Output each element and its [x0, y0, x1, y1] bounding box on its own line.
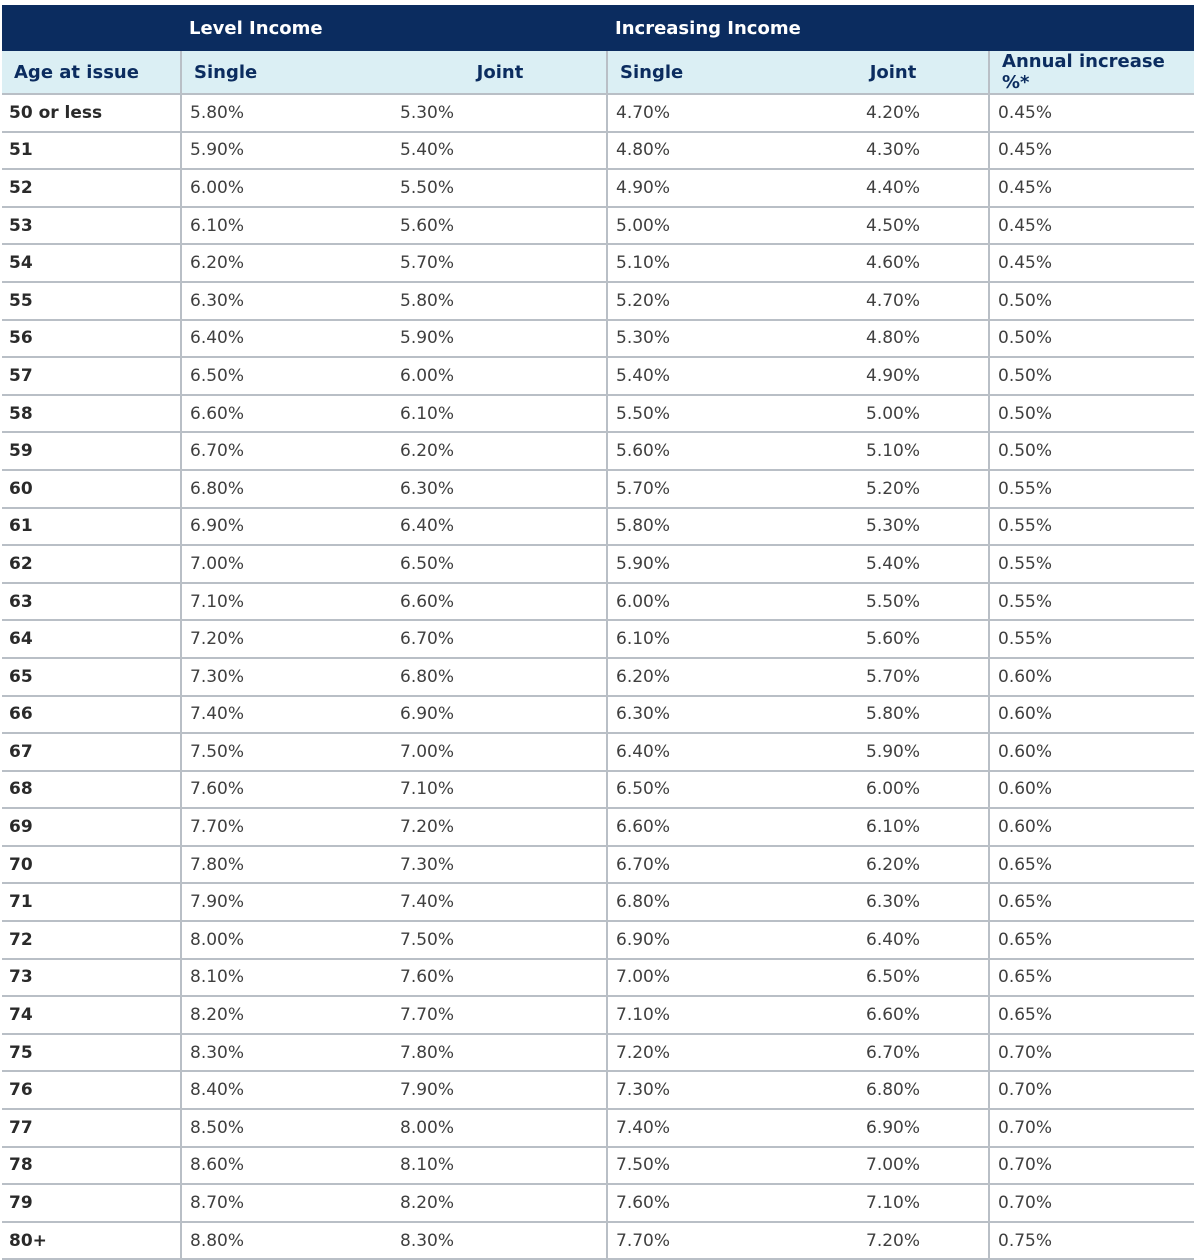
cell-level-joint: 7.20% [394, 808, 607, 846]
cell-level-single: 6.10% [181, 207, 394, 245]
table-row [2, 696, 1194, 734]
cell-level-joint: 6.20% [394, 432, 607, 470]
cell-age: 78 [2, 1147, 181, 1185]
table-row [2, 996, 1194, 1034]
cell-level-single: 8.20% [181, 996, 394, 1034]
cell-annual-increase: 0.50% [989, 357, 1194, 395]
column-header-increasing-joint: Joint [798, 51, 989, 94]
table-body [2, 94, 1194, 1259]
annuity-rates-table [2, 5, 1194, 1260]
cell-annual-increase: 0.60% [989, 658, 1194, 696]
cell-age: 71 [2, 883, 181, 921]
cell-increasing-joint: 5.60% [798, 620, 989, 658]
table-row [2, 658, 1194, 696]
cell-age: 53 [2, 207, 181, 245]
cell-age: 55 [2, 282, 181, 320]
cell-increasing-joint: 7.20% [798, 1222, 989, 1260]
cell-annual-increase: 0.55% [989, 583, 1194, 621]
cell-annual-increase: 0.50% [989, 395, 1194, 433]
cell-age: 76 [2, 1071, 181, 1109]
cell-age: 75 [2, 1034, 181, 1072]
cell-level-single: 7.80% [181, 846, 394, 884]
cell-level-single: 5.90% [181, 132, 394, 170]
cell-annual-increase: 0.65% [989, 996, 1194, 1034]
cell-increasing-joint: 4.70% [798, 282, 989, 320]
cell-level-joint: 5.70% [394, 244, 607, 282]
cell-increasing-joint: 4.30% [798, 132, 989, 170]
table-row [2, 282, 1194, 320]
cell-annual-increase: 0.50% [989, 320, 1194, 358]
cell-increasing-joint: 6.00% [798, 771, 989, 809]
cell-level-joint: 8.20% [394, 1184, 607, 1222]
cell-level-single: 8.30% [181, 1034, 394, 1072]
cell-increasing-single: 5.40% [607, 357, 798, 395]
cell-age: 69 [2, 808, 181, 846]
cell-increasing-joint: 7.10% [798, 1184, 989, 1222]
cell-increasing-joint: 7.00% [798, 1147, 989, 1185]
cell-level-single: 8.60% [181, 1147, 394, 1185]
table-row [2, 169, 1194, 207]
cell-increasing-single: 5.90% [607, 545, 798, 583]
cell-increasing-single: 5.00% [607, 207, 798, 245]
cell-increasing-joint: 6.20% [798, 846, 989, 884]
cell-annual-increase: 0.55% [989, 620, 1194, 658]
column-header-age: Age at issue [2, 51, 181, 94]
cell-level-single: 6.80% [181, 470, 394, 508]
cell-increasing-single: 6.80% [607, 883, 798, 921]
table-row [2, 207, 1194, 245]
table-row [2, 1071, 1194, 1109]
table-row [2, 545, 1194, 583]
group-header-empty-right [989, 5, 1194, 51]
cell-age: 80+ [2, 1222, 181, 1260]
cell-age: 51 [2, 132, 181, 170]
cell-level-joint: 5.30% [394, 94, 607, 132]
cell-increasing-joint: 5.80% [798, 696, 989, 734]
cell-level-joint: 8.30% [394, 1222, 607, 1260]
cell-level-joint: 6.40% [394, 508, 607, 546]
cell-level-joint: 5.40% [394, 132, 607, 170]
cell-age: 68 [2, 771, 181, 809]
cell-annual-increase: 0.50% [989, 282, 1194, 320]
cell-increasing-single: 7.70% [607, 1222, 798, 1260]
rates-table-container [2, 5, 1194, 1260]
cell-level-single: 6.30% [181, 282, 394, 320]
group-header-empty [2, 5, 181, 51]
cell-level-joint: 6.70% [394, 620, 607, 658]
cell-level-joint: 8.10% [394, 1147, 607, 1185]
cell-age: 73 [2, 959, 181, 997]
cell-level-joint: 7.80% [394, 1034, 607, 1072]
cell-level-joint: 7.10% [394, 771, 607, 809]
cell-level-joint: 7.40% [394, 883, 607, 921]
cell-annual-increase: 0.50% [989, 432, 1194, 470]
cell-increasing-single: 4.80% [607, 132, 798, 170]
cell-level-single: 7.50% [181, 733, 394, 771]
cell-annual-increase: 0.45% [989, 207, 1194, 245]
table-row [2, 846, 1194, 884]
cell-annual-increase: 0.60% [989, 771, 1194, 809]
cell-increasing-single: 5.10% [607, 244, 798, 282]
cell-level-single: 7.40% [181, 696, 394, 734]
cell-level-single: 8.50% [181, 1109, 394, 1147]
cell-age: 52 [2, 169, 181, 207]
cell-increasing-joint: 5.20% [798, 470, 989, 508]
cell-age: 65 [2, 658, 181, 696]
table-row [2, 1109, 1194, 1147]
cell-annual-increase: 0.65% [989, 921, 1194, 959]
cell-age: 54 [2, 244, 181, 282]
cell-increasing-joint: 5.30% [798, 508, 989, 546]
cell-annual-increase: 0.60% [989, 696, 1194, 734]
cell-increasing-joint: 6.40% [798, 921, 989, 959]
cell-increasing-joint: 4.20% [798, 94, 989, 132]
cell-level-joint: 6.90% [394, 696, 607, 734]
table-row [2, 620, 1194, 658]
cell-level-single: 8.40% [181, 1071, 394, 1109]
table-row [2, 470, 1194, 508]
table-row [2, 808, 1194, 846]
group-header-level-income: Level Income [181, 5, 607, 51]
cell-level-joint: 6.10% [394, 395, 607, 433]
cell-increasing-joint: 5.00% [798, 395, 989, 433]
cell-level-joint: 6.60% [394, 583, 607, 621]
cell-annual-increase: 0.70% [989, 1071, 1194, 1109]
table-row [2, 320, 1194, 358]
column-header-increasing-single: Single [607, 51, 798, 94]
table-header [2, 5, 1194, 94]
cell-increasing-single: 6.20% [607, 658, 798, 696]
cell-level-single: 7.60% [181, 771, 394, 809]
cell-level-joint: 6.80% [394, 658, 607, 696]
table-row [2, 883, 1194, 921]
cell-annual-increase: 0.65% [989, 883, 1194, 921]
cell-increasing-single: 7.40% [607, 1109, 798, 1147]
table-row [2, 432, 1194, 470]
cell-annual-increase: 0.75% [989, 1222, 1194, 1260]
cell-level-joint: 5.90% [394, 320, 607, 358]
cell-age: 74 [2, 996, 181, 1034]
cell-increasing-joint: 5.90% [798, 733, 989, 771]
table-row [2, 1034, 1194, 1072]
table-row [2, 508, 1194, 546]
cell-increasing-joint: 5.10% [798, 432, 989, 470]
cell-increasing-single: 5.70% [607, 470, 798, 508]
group-header-row [2, 5, 1194, 51]
cell-level-single: 5.80% [181, 94, 394, 132]
table-row [2, 959, 1194, 997]
cell-level-joint: 8.00% [394, 1109, 607, 1147]
cell-increasing-joint: 5.50% [798, 583, 989, 621]
cell-increasing-joint: 4.40% [798, 169, 989, 207]
cell-increasing-joint: 6.60% [798, 996, 989, 1034]
cell-increasing-single: 5.60% [607, 432, 798, 470]
cell-annual-increase: 0.45% [989, 169, 1194, 207]
cell-annual-increase: 0.55% [989, 508, 1194, 546]
cell-level-single: 7.10% [181, 583, 394, 621]
cell-age: 63 [2, 583, 181, 621]
cell-level-joint: 6.00% [394, 357, 607, 395]
cell-level-joint: 5.60% [394, 207, 607, 245]
cell-age: 59 [2, 432, 181, 470]
cell-level-single: 7.30% [181, 658, 394, 696]
column-header-level-single: Single [181, 51, 394, 94]
column-header-level-joint: Joint [394, 51, 607, 94]
cell-increasing-single: 4.70% [607, 94, 798, 132]
cell-increasing-single: 7.30% [607, 1071, 798, 1109]
cell-age: 50 or less [2, 94, 181, 132]
cell-increasing-joint: 4.50% [798, 207, 989, 245]
cell-increasing-joint: 6.80% [798, 1071, 989, 1109]
cell-level-single: 6.40% [181, 320, 394, 358]
cell-annual-increase: 0.70% [989, 1147, 1194, 1185]
cell-level-single: 6.70% [181, 432, 394, 470]
cell-level-single: 6.00% [181, 169, 394, 207]
cell-age: 56 [2, 320, 181, 358]
cell-level-single: 7.00% [181, 545, 394, 583]
table-row [2, 94, 1194, 132]
cell-level-single: 6.60% [181, 395, 394, 433]
cell-increasing-joint: 4.60% [798, 244, 989, 282]
cell-annual-increase: 0.60% [989, 733, 1194, 771]
table-row [2, 921, 1194, 959]
cell-age: 79 [2, 1184, 181, 1222]
cell-age: 70 [2, 846, 181, 884]
cell-increasing-joint: 6.70% [798, 1034, 989, 1072]
cell-increasing-single: 6.60% [607, 808, 798, 846]
table-row [2, 244, 1194, 282]
cell-age: 67 [2, 733, 181, 771]
cell-increasing-single: 7.50% [607, 1147, 798, 1185]
cell-increasing-single: 6.10% [607, 620, 798, 658]
cell-increasing-single: 6.90% [607, 921, 798, 959]
table-row [2, 357, 1194, 395]
cell-increasing-single: 5.20% [607, 282, 798, 320]
cell-increasing-single: 6.00% [607, 583, 798, 621]
cell-level-joint: 5.50% [394, 169, 607, 207]
column-header-annual-increase: Annual increase %* [989, 51, 1194, 94]
cell-level-single: 6.20% [181, 244, 394, 282]
cell-annual-increase: 0.65% [989, 846, 1194, 884]
table-row [2, 1222, 1194, 1260]
cell-level-single: 6.50% [181, 357, 394, 395]
cell-level-joint: 7.00% [394, 733, 607, 771]
cell-level-single: 7.70% [181, 808, 394, 846]
cell-age: 72 [2, 921, 181, 959]
column-header-row [2, 51, 1194, 94]
cell-age: 64 [2, 620, 181, 658]
cell-level-joint: 7.50% [394, 921, 607, 959]
cell-level-single: 8.10% [181, 959, 394, 997]
cell-increasing-joint: 6.90% [798, 1109, 989, 1147]
cell-annual-increase: 0.55% [989, 545, 1194, 583]
cell-annual-increase: 0.65% [989, 959, 1194, 997]
cell-increasing-single: 7.20% [607, 1034, 798, 1072]
cell-age: 57 [2, 357, 181, 395]
cell-level-joint: 6.50% [394, 545, 607, 583]
cell-increasing-joint: 6.10% [798, 808, 989, 846]
cell-increasing-single: 7.10% [607, 996, 798, 1034]
cell-annual-increase: 0.60% [989, 808, 1194, 846]
cell-level-single: 8.80% [181, 1222, 394, 1260]
cell-annual-increase: 0.45% [989, 94, 1194, 132]
cell-annual-increase: 0.70% [989, 1109, 1194, 1147]
table-row [2, 583, 1194, 621]
cell-increasing-single: 5.80% [607, 508, 798, 546]
cell-increasing-single: 4.90% [607, 169, 798, 207]
cell-increasing-single: 6.50% [607, 771, 798, 809]
cell-age: 66 [2, 696, 181, 734]
cell-increasing-joint: 5.70% [798, 658, 989, 696]
cell-level-joint: 7.30% [394, 846, 607, 884]
cell-increasing-single: 6.70% [607, 846, 798, 884]
cell-level-joint: 7.70% [394, 996, 607, 1034]
table-row [2, 1184, 1194, 1222]
cell-annual-increase: 0.55% [989, 470, 1194, 508]
cell-increasing-single: 5.30% [607, 320, 798, 358]
cell-annual-increase: 0.45% [989, 132, 1194, 170]
table-row [2, 771, 1194, 809]
cell-annual-increase: 0.70% [989, 1034, 1194, 1072]
cell-level-joint: 6.30% [394, 470, 607, 508]
group-header-increasing-income: Increasing Income [607, 5, 989, 51]
cell-level-single: 7.90% [181, 883, 394, 921]
cell-increasing-joint: 6.50% [798, 959, 989, 997]
cell-age: 58 [2, 395, 181, 433]
cell-increasing-single: 5.50% [607, 395, 798, 433]
cell-level-single: 8.00% [181, 921, 394, 959]
cell-level-joint: 7.90% [394, 1071, 607, 1109]
cell-increasing-single: 6.40% [607, 733, 798, 771]
table-row [2, 132, 1194, 170]
cell-increasing-joint: 4.80% [798, 320, 989, 358]
table-row [2, 733, 1194, 771]
cell-age: 77 [2, 1109, 181, 1147]
cell-annual-increase: 0.70% [989, 1184, 1194, 1222]
cell-increasing-joint: 6.30% [798, 883, 989, 921]
cell-level-joint: 5.80% [394, 282, 607, 320]
table-row [2, 1147, 1194, 1185]
cell-increasing-single: 7.60% [607, 1184, 798, 1222]
cell-level-single: 8.70% [181, 1184, 394, 1222]
cell-level-single: 7.20% [181, 620, 394, 658]
table-row [2, 395, 1194, 433]
cell-increasing-joint: 4.90% [798, 357, 989, 395]
cell-increasing-joint: 5.40% [798, 545, 989, 583]
cell-level-single: 6.90% [181, 508, 394, 546]
cell-age: 62 [2, 545, 181, 583]
cell-age: 60 [2, 470, 181, 508]
cell-level-joint: 7.60% [394, 959, 607, 997]
cell-age: 61 [2, 508, 181, 546]
cell-increasing-single: 6.30% [607, 696, 798, 734]
cell-increasing-single: 7.00% [607, 959, 798, 997]
cell-annual-increase: 0.45% [989, 244, 1194, 282]
